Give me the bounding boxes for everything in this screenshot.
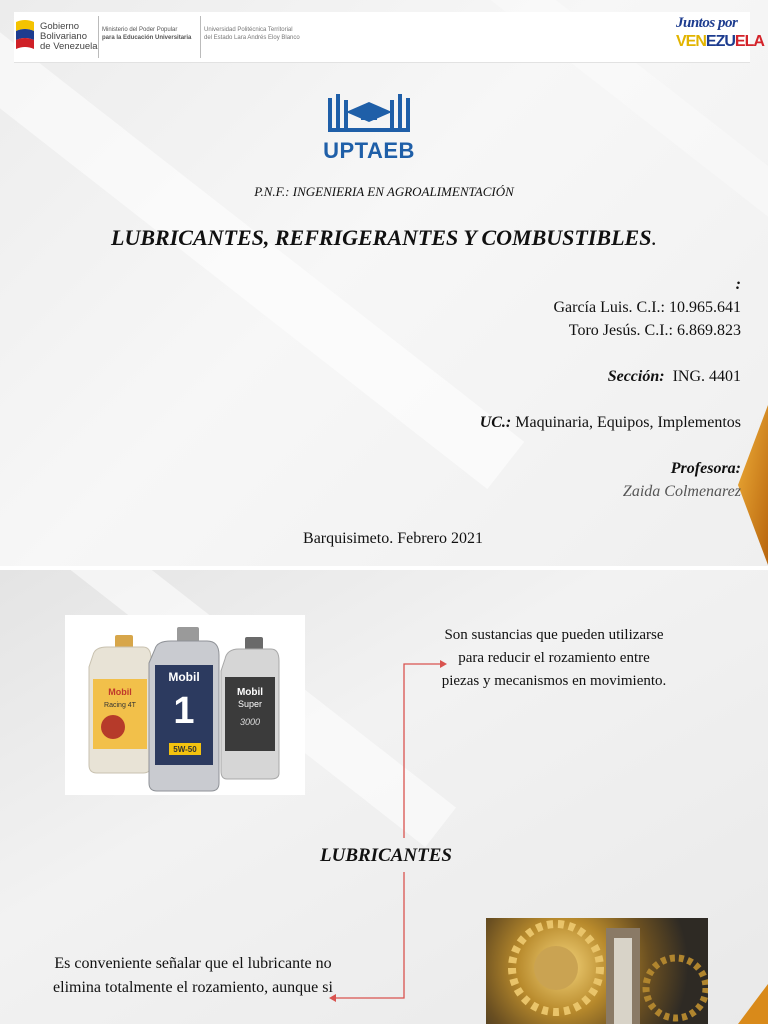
central-concept-label: LUBRICANTES xyxy=(320,845,452,866)
bottle-grade: 5W-50 xyxy=(173,745,197,754)
ministry-line: Ministerio del Poder Popular xyxy=(102,27,178,33)
authors-label: : xyxy=(735,276,741,293)
institutional-banner xyxy=(14,12,764,63)
gear-machinery-image xyxy=(486,918,708,1024)
university-logo xyxy=(314,92,424,162)
campaign-part: EZU xyxy=(705,33,735,50)
section-value: ING. 4401 xyxy=(672,368,741,385)
venezuela-flag-icon xyxy=(14,18,36,56)
presentation-title xyxy=(0,225,768,251)
orange-accent-shape xyxy=(738,984,768,1024)
campaign-top-text: Juntos por xyxy=(676,15,738,31)
logo-wordmark: UPTAEB xyxy=(323,138,415,163)
university-line: del Estado Lara Andrés Eloy Blanco xyxy=(204,35,300,41)
campaign-bottom-text xyxy=(676,32,764,52)
gov-line: Gobierno xyxy=(40,21,80,32)
bottle-number: 1 xyxy=(173,690,195,732)
course-value: Maquinaria, Equipos, Implementos xyxy=(515,414,741,431)
program-name: P.N.F.: INGENIERIA EN AGROALIMENTACIÓN xyxy=(254,184,514,199)
place-date: Barquisimeto. Febrero 2021 xyxy=(303,530,483,547)
definition-text: Son sustancias que pueden utilizarse para reducir el rozamiento entre piezas y mecanismos en movimiento. xyxy=(441,627,667,689)
uptaeb-emblem-icon xyxy=(314,92,424,138)
teacher-name: Zaida Colmenarez xyxy=(622,483,741,500)
ministry-name xyxy=(102,26,191,42)
author-entry: Toro Jesús. C.I.: 6.869.823 xyxy=(568,322,741,339)
university-line: Universidad Politécnica Territorial xyxy=(204,27,293,33)
bottle-number: 3000 xyxy=(239,717,261,727)
bottle-product: Racing 4T xyxy=(104,702,136,709)
bottle-product: Super xyxy=(237,699,263,709)
section-info xyxy=(608,368,741,386)
arrow-to-definition xyxy=(404,664,440,838)
divider xyxy=(98,16,99,58)
note-text: Es conveniente señalar que el lubricante no elimina totalmente el rozamiento, aunque si xyxy=(53,955,333,996)
ministry-line: para la Educación Universitaria xyxy=(102,35,192,41)
title-period: . xyxy=(651,225,657,250)
gov-line: Bolivariano xyxy=(40,31,87,42)
title-text: LUBRICANTES, REFRIGERANTES Y COMBUSTIBLES xyxy=(111,225,652,250)
teacher-label: Profesora: xyxy=(670,460,741,477)
bottle-brand: Mobil xyxy=(108,687,132,697)
campaign-part: VEN xyxy=(676,33,706,50)
course-info xyxy=(480,414,741,432)
author-entry: García Luis. C.I.: 10.965.641 xyxy=(553,299,741,316)
section-label: Sección: xyxy=(607,368,665,385)
campaign-logo xyxy=(676,14,764,60)
campaign-part: ELA xyxy=(734,33,764,50)
university-name xyxy=(204,26,300,42)
bottle-brand: Mobil xyxy=(236,687,264,698)
bottle-brand: Mobil xyxy=(168,670,200,684)
gov-line: de Venezuela xyxy=(40,41,98,52)
gear-illustration xyxy=(486,918,708,1024)
government-logo xyxy=(14,14,98,60)
divider xyxy=(200,16,201,58)
lubricants-slide xyxy=(0,570,768,1024)
course-label: UC.: xyxy=(479,414,512,431)
